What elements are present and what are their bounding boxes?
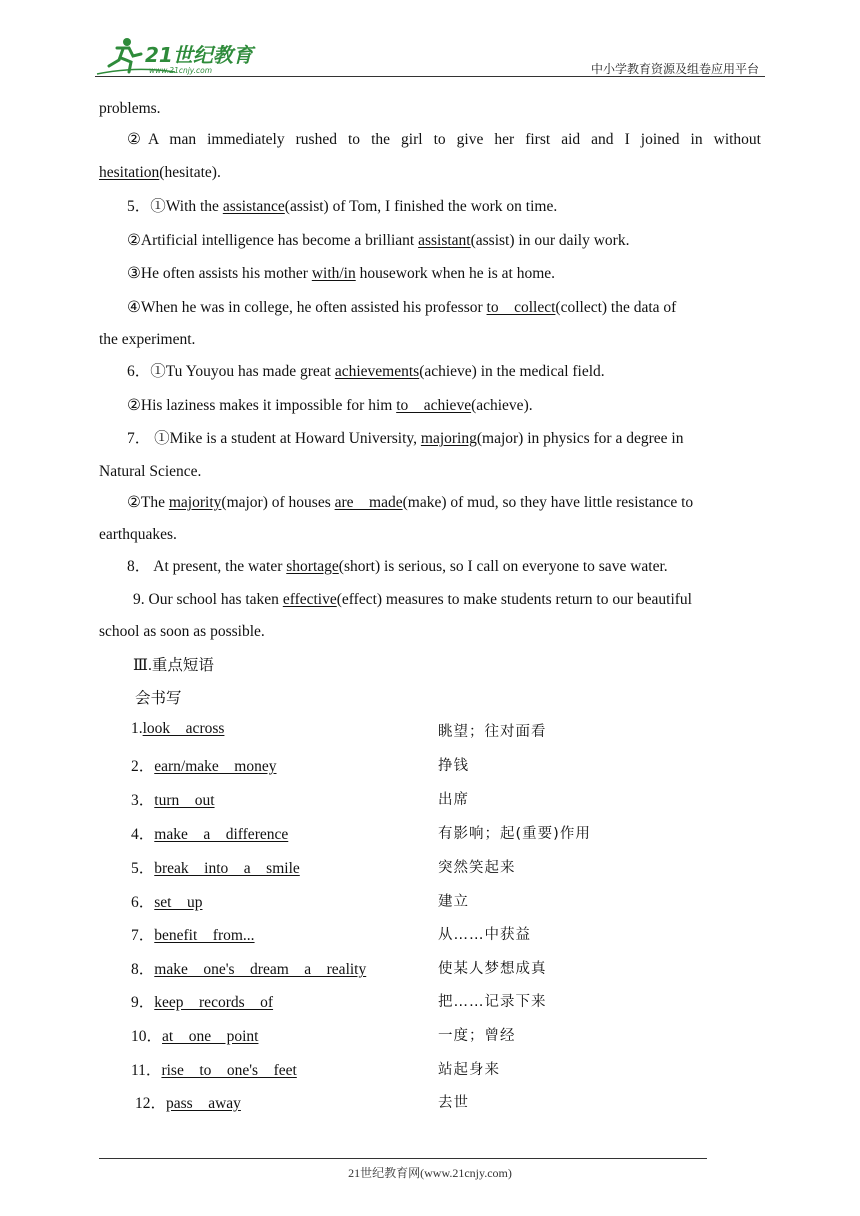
phrase-english xyxy=(131,754,277,776)
phrase-answer: look across xyxy=(142,720,225,737)
phrase-row xyxy=(0,957,860,981)
phrase-row xyxy=(0,1058,860,1082)
answer-blank: are made xyxy=(334,494,403,511)
phrase-number: 4． xyxy=(131,826,155,843)
phrase-row xyxy=(0,822,860,846)
footer-text: 21世纪教育网(www.21cnjy.com) xyxy=(348,1166,512,1180)
phrase-row xyxy=(0,856,860,880)
answer-blank: with/in xyxy=(311,265,356,282)
phrase-english xyxy=(131,1024,258,1046)
phrase-chinese: 有影响；起(重要)作用 xyxy=(438,826,591,842)
item9-cont: school as soon as possible. xyxy=(99,623,265,640)
item7-s1: 7． ①Mike is a student at Howard University, majoring(major) in physics for a degree in xyxy=(127,430,684,447)
phrase-row xyxy=(0,1024,860,1048)
item6-s1: 6．①Tu Youyou has made great achievements(achieve) in the medical field. xyxy=(127,363,605,380)
phrase-number: 1. xyxy=(131,720,143,737)
svg-text:21世纪教育: 21世纪教育 xyxy=(145,43,253,67)
phrase-english xyxy=(131,923,255,945)
phrase-number: 11． xyxy=(131,1062,162,1079)
section-subtitle: 会书写 xyxy=(135,689,182,707)
phrase-row xyxy=(0,923,860,947)
phrase-number: 6． xyxy=(131,894,155,911)
item8: 8． At present, the water shortage(short) is serious, so I call on everyone to save water. xyxy=(127,558,668,575)
answer-blank: majoring xyxy=(420,430,477,447)
phrase-number: 9． xyxy=(131,994,155,1011)
item9: 9. Our school has taken effective(effect) measures to make students return to our beautiful xyxy=(133,591,692,608)
phrase-chinese: 去世 xyxy=(438,1095,469,1111)
phrase-answer: set up xyxy=(154,894,203,911)
phrase-chinese: 突然笑起来 xyxy=(438,860,516,876)
answer-blank: assistant xyxy=(418,232,471,249)
phrase-english xyxy=(131,957,366,979)
phrase-english xyxy=(131,990,273,1012)
phrase-row xyxy=(0,1091,860,1115)
phrase-row xyxy=(0,890,860,914)
item5-s3: ③He often assists his mother with/in housework when he is at home. xyxy=(127,265,556,282)
item5-s4: ④When he was in college, he often assisted his professor to collect(collect) the data of xyxy=(127,299,677,316)
section-heading: Ⅲ.重点短语 xyxy=(133,656,214,674)
phrase-answer: make a difference xyxy=(154,826,289,843)
answer-blank: shortage xyxy=(286,558,339,575)
phrase-chinese: 站起身来 xyxy=(438,1062,500,1078)
phrase-english xyxy=(135,1091,241,1113)
item4-s2-cont: hesitation(hesitate). xyxy=(99,164,221,181)
answer-blank: assistance xyxy=(222,198,285,215)
phrase-english xyxy=(131,822,288,844)
item5-s1: 5．①With the assistance(assist) of Tom, I finished the work on time. xyxy=(127,198,558,215)
phrase-number: 3． xyxy=(131,792,155,809)
footer-divider xyxy=(99,1158,707,1159)
item7-s2-cont: earthquakes. xyxy=(99,526,177,543)
phrase-answer: pass away xyxy=(166,1095,241,1112)
phrase-answer: at one point xyxy=(162,1028,259,1045)
phrase-chinese: 建立 xyxy=(438,894,469,910)
phrase-answer: make one's dream a reality xyxy=(154,961,367,978)
site-logo xyxy=(95,36,265,76)
phrase-english xyxy=(131,856,300,878)
phrase-number: 7． xyxy=(131,927,155,944)
phrase-english xyxy=(131,720,224,738)
phrase-number: 12． xyxy=(135,1095,167,1112)
answer-blank: to collect xyxy=(486,299,556,316)
phrase-number: 5． xyxy=(131,860,155,877)
phrase-row xyxy=(0,990,860,1014)
phrase-english xyxy=(131,788,215,810)
phrase-chinese: 从……中获益 xyxy=(438,927,531,943)
answer-blank: hesitation xyxy=(99,164,160,181)
answer-blank: majority xyxy=(168,494,222,511)
phrase-answer: earn/make money xyxy=(154,758,277,775)
item7-s2: ②The majority(major) of houses are made(make) of mud, so they have little resistance to xyxy=(127,494,694,511)
phrase-number: 2． xyxy=(131,758,155,775)
item4-line1: problems. xyxy=(99,100,161,117)
page-header xyxy=(95,36,765,78)
header-divider xyxy=(95,76,765,77)
phrase-chinese: 挣钱 xyxy=(438,758,469,774)
svg-text:www.21cnjy.com: www.21cnjy.com xyxy=(149,66,213,75)
phrase-english xyxy=(131,890,202,912)
phrase-chinese: 一度；曾经 xyxy=(438,1028,516,1044)
item5-s2: ②Artificial intelligence has become a brilliant assistant(assist) in our daily work. xyxy=(127,232,630,249)
phrase-chinese: 把……记录下来 xyxy=(438,994,547,1010)
phrase-row xyxy=(0,788,860,812)
item4-s2: ②A man immediately rushed to the girl to give her first aid and I joined in without xyxy=(127,131,761,148)
platform-name: 中小学教育资源及组卷应用平台 xyxy=(590,62,759,76)
answer-blank: achievements xyxy=(334,363,420,380)
phrase-answer: rise to one's feet xyxy=(161,1062,297,1079)
phrase-answer: break into a smile xyxy=(154,860,300,877)
phrase-chinese: 眺望；往对面看 xyxy=(438,724,547,740)
item5-s4-cont: the experiment. xyxy=(99,331,196,348)
answer-blank: to achieve xyxy=(396,397,472,414)
phrase-answer: keep records of xyxy=(154,994,274,1011)
phrase-answer: turn out xyxy=(154,792,215,809)
phrase-row xyxy=(0,720,860,744)
phrase-english xyxy=(131,1058,297,1080)
phrase-answer: benefit from... xyxy=(154,927,255,944)
phrase-chinese: 出席 xyxy=(438,792,469,808)
phrase-row xyxy=(0,754,860,778)
phrase-number: 10． xyxy=(131,1028,163,1045)
phrase-chinese: 使某人梦想成真 xyxy=(438,961,547,977)
item6-s2: ②His laziness makes it impossible for him to achieve(achieve). xyxy=(127,397,533,414)
answer-blank: effective xyxy=(282,591,337,608)
phrase-number: 8． xyxy=(131,961,155,978)
item7-s1-cont: Natural Science. xyxy=(99,463,202,480)
